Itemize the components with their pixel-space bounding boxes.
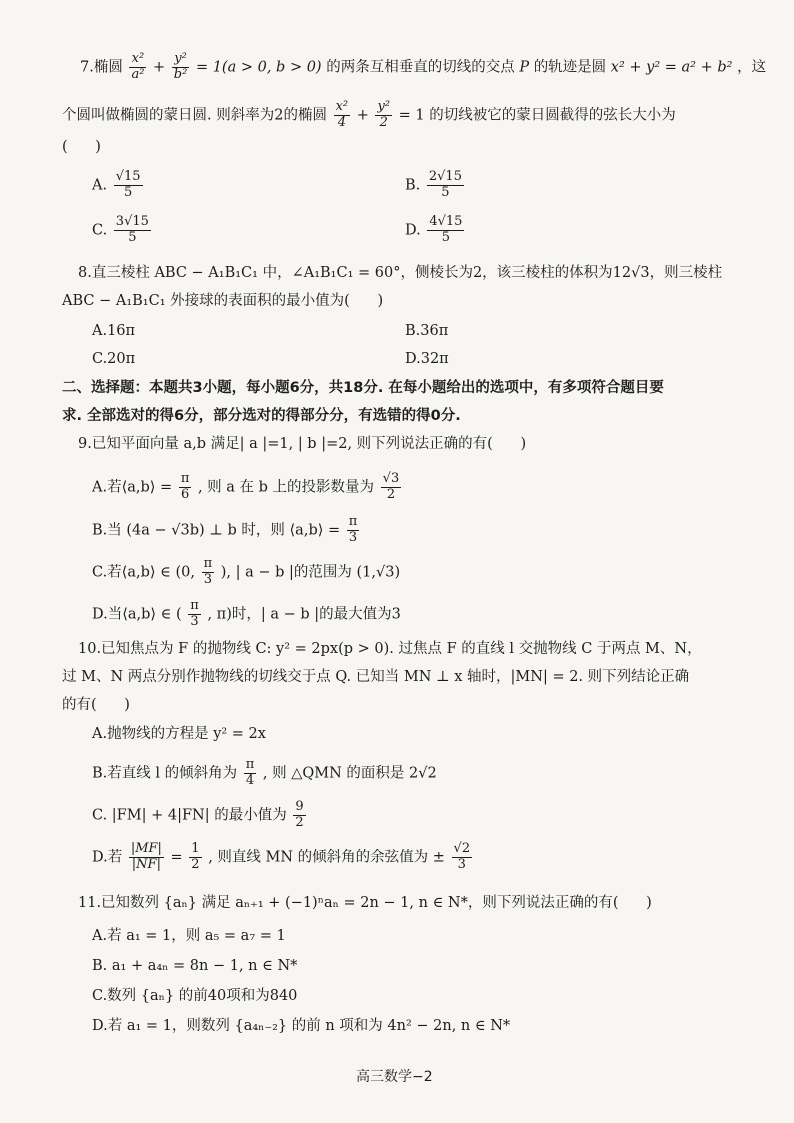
q7-fraction-y2-b2: $\frac{\text{y²}}{\text{b²}}$ [173,51,188,82]
q7-answer-paren: ( ) [62,139,101,155]
q11-option-c[interactable]: C.数列 {aₙ} 的前40项和为840 [92,988,298,1004]
q7-fraction-y2-2: $\frac{\text{y²}}{2}$ [377,99,391,130]
q8-option-a[interactable]: A.16π [92,323,136,339]
q10-option-b[interactable]: B.若直线 l 的倾斜角为 $\frac{\pi}{4}$ , 则 △QMN 的面积是 2√2 [92,757,437,788]
q7-option-d-value: $\frac{4√15}{5}$ [429,214,463,245]
q7-option-a-value: $\frac{√15}{5}$ [115,169,141,200]
q7-stem-part-4: ，这 [737,59,767,76]
q11-option-a[interactable]: A.若 a₁ = 1，则 a₅ = a₇ = 1 [92,928,286,944]
q10-line-3: 的有( ) [62,697,130,713]
section-2-heading-line-1: 二、选择题：本题共3小题，每小题6分，共18分. 在每小题给出的选项中，有多项符合题目要 [62,380,664,396]
q9-option-b[interactable]: B.当 (4a − √3b) ⊥ b 时，则 ⟨a,b⟩ = $\frac{\pi}{3}$ [92,514,358,545]
q11-option-b[interactable]: B. a₁ + a₄ₙ = 8n − 1, n ∈ N* [92,958,298,974]
q10-option-d[interactable]: D.若 $\frac{|MF|}{|NF|}$ = $\frac{1}{2}$ , 则直线 MN 的倾斜角的余弦值为 ± $\frac{√2}{3}$ [92,841,471,872]
q8-option-b[interactable]: B.36π [405,323,449,339]
q7-stem-part-5: 个圆叫做椭圆的蒙日圆. 则斜率为2的椭圆 [62,107,327,124]
q7-option-d[interactable]: D. $\frac{4√15}{5}$ [405,214,463,245]
q7-option-b[interactable]: B. $\frac{2√15}{5}$ [405,169,462,200]
page-footer: 高三数学−2 [356,1069,433,1085]
q11-stem: 11.已知数列 {aₙ} 满足 aₙ₊₁ + (−1)ⁿaₙ = 2n − 1, n ∈ N*，则下列说法正确的有( ) [78,895,652,911]
q7-fraction-x2-4: $\frac{\text{x²}}{4}$ [335,99,349,130]
q7-fraction-x2-a2: $\frac{\text{x²}}{\text{a²}}$ [131,51,145,82]
q10-line-2: 过 M、N 两点分别作抛物线的切线交于点 Q. 已知当 MN ⊥ x 轴时，|MN| = 2. 则下列结论正确 [62,669,690,685]
q7-option-b-value: $\frac{2√15}{5}$ [428,169,462,200]
q7-circle-equation: x² + y² = a² + b² [610,59,733,76]
q10-option-c[interactable]: C. |FM| + 4|FN| 的最小值为 $\frac{9}{2}$ [92,799,304,830]
q9-option-d[interactable]: D.当⟨a,b⟩ ∈ ( $\frac{\pi}{3}$ , π)时，| a − b |的最大值为3 [92,598,401,629]
q8-line-1: 8.直三棱柱 ABC − A₁B₁C₁ 中，∠A₁B₁C₁ = 60°，侧棱长为2，该三棱柱的体积为12√3，则三棱柱 [78,265,723,281]
q7-ellipse-condition: = 1(a > 0, b > 0) [195,59,322,76]
q7-line-2 [62,100,676,131]
q7-stem-part-3: 的轨迹是圆 [533,59,607,76]
q7-line-1 [80,52,766,83]
q7-stem-part-2: 的两条互相垂直的切线的交点 [326,59,515,76]
q11-option-d[interactable]: D.若 a₁ = 1，则数列 {a₄ₙ₋₂} 的前 n 项和为 4n² − 2n, n ∈ N* [92,1018,511,1034]
q7-plus-1: + [153,59,166,76]
q7-stem-part-6: 的切线被它的蒙日圆截得的弦长大小为 [429,107,676,124]
q10-option-a[interactable]: A.抛物线的方程是 y² = 2x [92,726,266,742]
q8-line-2: ABC − A₁B₁C₁ 外接球的表面积的最小值为( ) [62,293,384,309]
q9-option-a[interactable]: A.若⟨a,b⟩ = $\frac{\pi}{6}$ , 则 a 在 b 上的投影数量为 $\frac{√3}{2}$ [92,471,400,502]
q7-stem-part-1: 7.椭圆 [80,59,123,76]
section-2-heading-line-2: 求. 全部选对的得6分，部分选对的得部分分，有选错的得0分. [62,408,461,424]
q9-option-c[interactable]: C.若⟨a,b⟩ ∈ (0, $\frac{\pi}{3}$ ), | a − b |的范围为 (1,√3) [92,556,401,587]
q8-option-d[interactable]: D.32π [405,351,449,367]
q7-option-c[interactable]: C. $\frac{3√15}{5}$ [92,214,149,245]
q7-option-c-value: $\frac{3√15}{5}$ [115,214,149,245]
q7-option-a[interactable]: A. $\frac{√15}{5}$ [92,169,141,200]
q8-option-c[interactable]: C.20π [92,351,136,367]
q9-stem: 9.已知平面向量 a,b 满足| a |=1, | b |=2, 则下列说法正确的有( ) [78,436,527,452]
q7-point-p: P [519,59,530,76]
q10-line-1: 10.已知焦点为 F 的抛物线 C: y² = 2px(p > 0). 过焦点 F 的直线 l 交抛物线 C 于两点 M、N， [78,641,702,657]
q7-equals-one: = 1 [398,107,425,124]
q7-plus-2: + [356,107,369,124]
